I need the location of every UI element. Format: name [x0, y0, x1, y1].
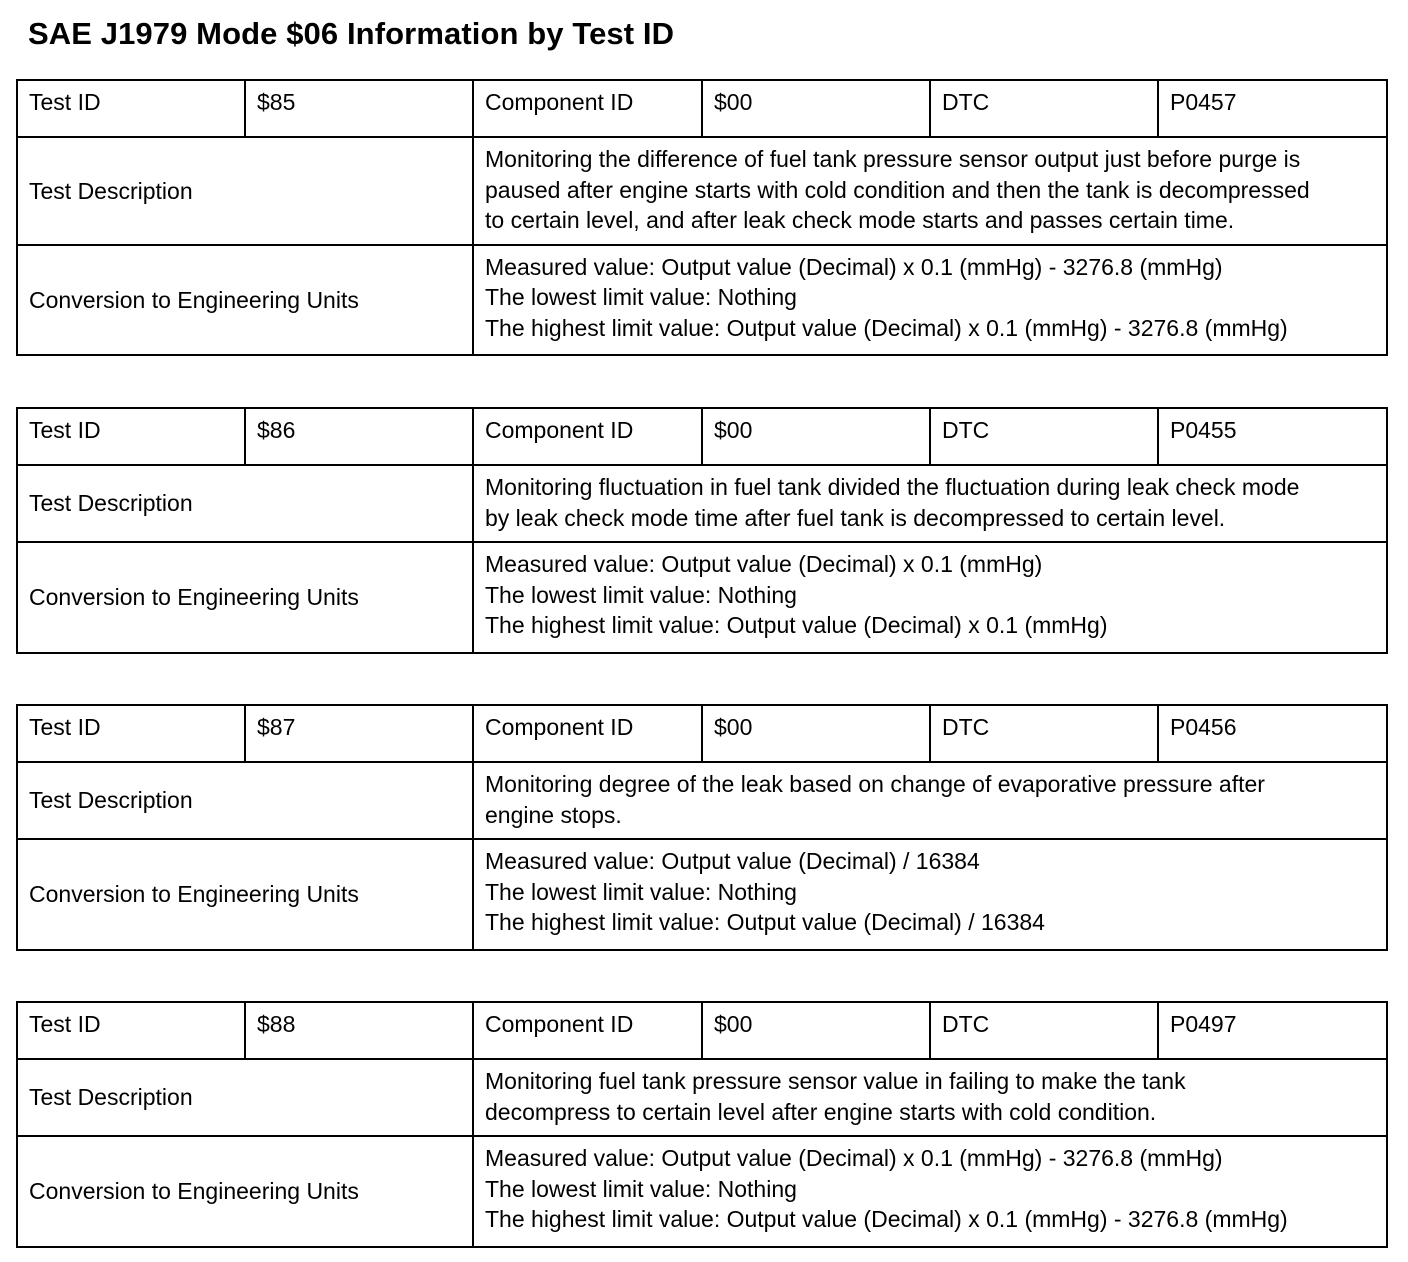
conversion-row: [17, 245, 1387, 356]
description-row: [17, 465, 1387, 542]
description-row: [17, 1059, 1387, 1136]
test-table: [16, 1001, 1388, 1248]
conversion-line: The highest limit value: Output value (Decimal) x 0.1 (mmHg): [485, 612, 1108, 638]
conversion-row: [17, 542, 1387, 653]
conversion-line: Measured value: Output value (Decimal) x 0.1 (mmHg) - 3276.8 (mmHg): [485, 253, 1223, 280]
conversion-line: The highest limit value: Output value (Decimal) x 0.1 (mmHg) - 3276.8 (mmHg): [485, 1206, 1288, 1232]
dtc-label: DTC: [930, 1002, 1158, 1059]
test-description-text: [473, 1059, 1387, 1136]
conversion-text: [473, 1136, 1387, 1247]
test-description-label: Test Description: [17, 1059, 473, 1136]
test-id-label: Test ID: [17, 1002, 245, 1059]
component-id-label: Component ID: [473, 705, 702, 762]
test-id-label: Test ID: [17, 408, 245, 465]
conversion-label: Conversion to Engineering Units: [17, 1136, 473, 1247]
dtc-label: DTC: [930, 705, 1158, 762]
description-line: to certain level, and after leak check mode starts and passes certain time.: [485, 207, 1235, 233]
conversion-line: The lowest limit value: Nothing: [485, 1175, 797, 1202]
component-id-value: $00: [702, 705, 930, 762]
dtc-value: P0497: [1158, 1002, 1387, 1059]
conversion-line: Measured value: Output value (Decimal) x 0.1 (mmHg) - 3276.8 (mmHg): [485, 1145, 1223, 1171]
dtc-value: P0457: [1158, 80, 1387, 137]
test-id-value: $87: [245, 705, 473, 762]
conversion-line: Measured value: Output value (Decimal) x 0.1 (mmHg): [485, 551, 1043, 577]
component-id-label: Component ID: [473, 1002, 702, 1059]
component-id-value: $00: [702, 80, 930, 137]
page-title: SAE J1979 Mode $06 Information by Test ID: [28, 16, 675, 51]
conversion-line: The lowest limit value: Nothing: [485, 878, 797, 905]
header-row: [17, 80, 1387, 137]
test-description-label: Test Description: [17, 137, 473, 245]
description-line: by leak check mode time after fuel tank is decompressed to certain level.: [485, 504, 1226, 531]
dtc-label: DTC: [930, 80, 1158, 137]
component-id-value: $00: [702, 408, 930, 465]
component-id-label: Component ID: [473, 80, 702, 137]
dtc-value: P0456: [1158, 705, 1387, 762]
conversion-text: [473, 839, 1387, 950]
test-description-text: [473, 465, 1387, 542]
test-description-label: Test Description: [17, 762, 473, 839]
test-id-label: Test ID: [17, 80, 245, 137]
test-id-value: $86: [245, 408, 473, 465]
description-line: Monitoring degree of the leak based on change of evaporative pressure after: [485, 771, 1265, 797]
header-row: [17, 408, 1387, 465]
test-table: [16, 704, 1388, 951]
dtc-label: DTC: [930, 408, 1158, 465]
test-table: [16, 79, 1388, 356]
description-line: Monitoring fluctuation in fuel tank divided the fluctuation during leak check mode: [485, 474, 1300, 500]
header-row: [17, 705, 1387, 762]
conversion-text: [473, 245, 1387, 356]
conversion-line: The highest limit value: Output value (Decimal) / 16384: [485, 909, 1045, 935]
description-line: decompress to certain level after engine starts with cold condition.: [485, 1098, 1157, 1125]
test-id-value: $88: [245, 1002, 473, 1059]
description-row: [17, 762, 1387, 839]
conversion-text: [473, 542, 1387, 653]
test-description-text: [473, 762, 1387, 839]
conversion-label: Conversion to Engineering Units: [17, 839, 473, 950]
test-description-label: Test Description: [17, 465, 473, 542]
test-description-text: [473, 137, 1387, 245]
test-id-value: $85: [245, 80, 473, 137]
description-line: paused after engine starts with cold condition and then the tank is decompressed: [485, 176, 1310, 203]
conversion-line: The lowest limit value: Nothing: [485, 284, 797, 310]
component-id-label: Component ID: [473, 408, 702, 465]
test-table: [16, 407, 1388, 654]
description-row: [17, 137, 1387, 245]
test-id-label: Test ID: [17, 705, 245, 762]
conversion-line: Measured value: Output value (Decimal) / 16384: [485, 848, 980, 874]
conversion-row: [17, 839, 1387, 950]
dtc-value: P0455: [1158, 408, 1387, 465]
header-row: [17, 1002, 1387, 1059]
conversion-line: The highest limit value: Output value (Decimal) x 0.1 (mmHg) - 3276.8 (mmHg): [485, 314, 1288, 341]
conversion-row: [17, 1136, 1387, 1247]
conversion-label: Conversion to Engineering Units: [17, 542, 473, 653]
description-line: engine stops.: [485, 801, 622, 828]
conversion-label: Conversion to Engineering Units: [17, 245, 473, 356]
component-id-value: $00: [702, 1002, 930, 1059]
conversion-line: The lowest limit value: Nothing: [485, 581, 797, 608]
description-line: Monitoring the difference of fuel tank pressure sensor output just before purge is: [485, 146, 1301, 172]
description-line: Monitoring fuel tank pressure sensor value in failing to make the tank: [485, 1068, 1186, 1094]
